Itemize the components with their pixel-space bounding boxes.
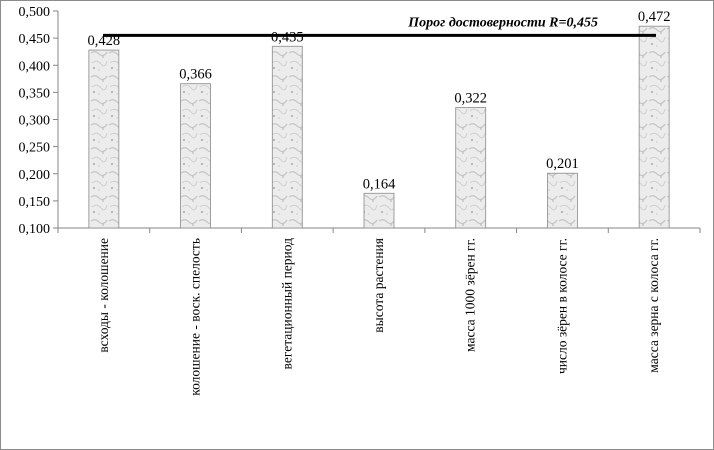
bar — [456, 108, 486, 228]
y-tick-label: 0,100 — [18, 222, 50, 237]
y-tick-label: 0,450 — [18, 32, 50, 48]
threshold-label: Порог достоверности R=0,455 — [408, 15, 598, 31]
y-tick-label: 0,300 — [18, 113, 50, 129]
data-label: 0,428 — [87, 33, 121, 50]
y-tick-label: 0,500 — [18, 5, 50, 20]
bar — [181, 84, 211, 228]
bar — [639, 26, 669, 228]
category-label: число зёрен в колосе гг. — [554, 238, 570, 375]
category-label: вегетационный период — [279, 238, 295, 370]
bar — [272, 46, 302, 228]
data-label: 0,435 — [270, 29, 304, 46]
data-label: 0,322 — [454, 90, 488, 107]
y-tick-label: 0,400 — [18, 59, 50, 75]
category-label: всходы - колошение — [95, 238, 111, 353]
bar — [89, 50, 119, 228]
y-tick-label: 0,200 — [18, 167, 50, 183]
category-label: колошение - воск. спелость — [187, 237, 203, 396]
category-label: высота растения — [371, 238, 386, 333]
y-tick-label: 0,150 — [18, 194, 50, 210]
category-label: масса зерна с колоса гг. — [646, 238, 662, 373]
category-label: масса 1000 зёрен гг. — [462, 238, 478, 352]
data-label: 0,201 — [546, 156, 579, 173]
y-tick-label: 0,350 — [18, 86, 50, 102]
bar — [547, 173, 577, 228]
data-label: 0,472 — [637, 9, 671, 26]
bar — [364, 193, 394, 228]
data-label: 0,366 — [179, 66, 212, 83]
y-tick-label: 0,250 — [18, 140, 50, 156]
data-label: 0,164 — [362, 176, 396, 193]
